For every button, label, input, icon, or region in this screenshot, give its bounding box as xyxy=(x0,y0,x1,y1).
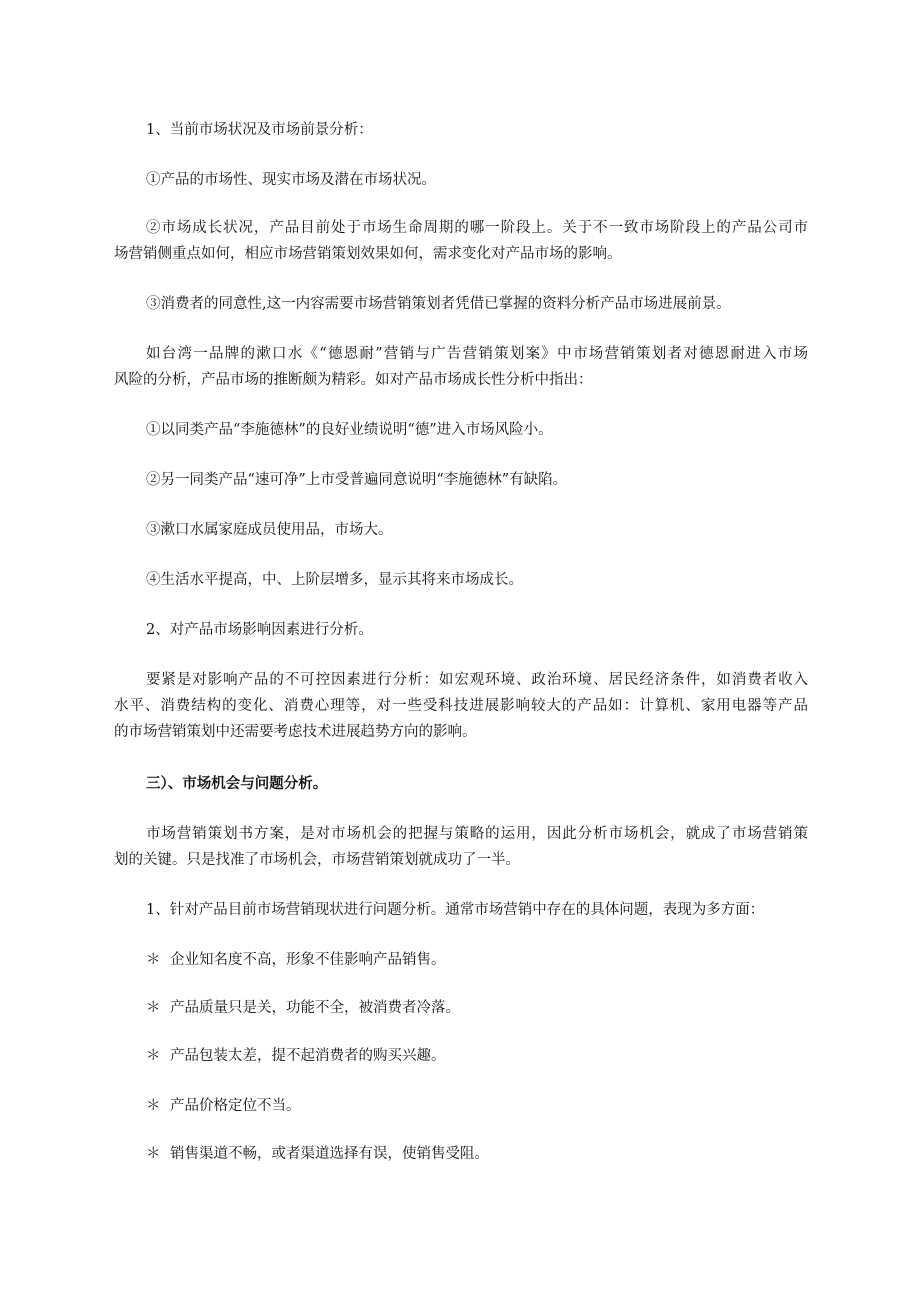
paragraph: 1、当前市场状况及市场前景分析： xyxy=(146,122,373,138)
bullet-item xyxy=(146,998,460,1018)
bullet-text: 产品价格定位不当。 xyxy=(170,1098,301,1114)
paragraph-continuation: 划的关键。只是找准了市场机会，市场营销策划就成功了一半。 xyxy=(114,852,520,868)
bullet-text: 产品包装太差，提不起消费者的购买兴趣。 xyxy=(170,1048,446,1064)
bullet-item xyxy=(146,1096,301,1116)
bullet-item xyxy=(146,1046,446,1066)
bullet-mark: ＊ xyxy=(146,952,161,968)
bullet-mark: ＊ xyxy=(146,1000,161,1016)
paragraph: 1、针对产品目前市场营销现状进行问题分析。通常市场营销中存在的具体问题，表现为多方面： xyxy=(146,902,765,918)
paragraph: ③漱口水属家庭成员使用品，市场大。 xyxy=(146,522,393,538)
bullet-item xyxy=(146,1144,489,1164)
section-heading: 三）、市场机会与问题分析。 xyxy=(146,776,328,792)
bullet-mark: ＊ xyxy=(146,1048,161,1064)
paragraph: ④生活水平提高，中、上阶层增多，显示其将来市场成长。 xyxy=(146,572,523,588)
paragraph: 要紧是对影响产品的不可控因素进行分析：如宏观环境、政治环境、居民经济条件，如消费者收入 xyxy=(146,672,808,688)
bullet-item xyxy=(146,950,446,970)
paragraph: 如台湾一品牌的漱口水《“德恩耐”营销与广告营销策划案》中市场营销策划者对德恩耐进入市场 xyxy=(146,346,808,362)
paragraph-continuation: 风险的分析，产品市场的推断颇为精彩。如对产品市场成长性分析中指出： xyxy=(114,372,593,388)
paragraph: 市场营销策划书方案，是对市场机会的把握与策略的运用，因此分析市场机会，就成了市场营销策 xyxy=(146,826,808,842)
bullet-mark: ＊ xyxy=(146,1098,161,1114)
bullet-mark: ＊ xyxy=(146,1146,161,1162)
paragraph-continuation: 场营销侧重点如何，相应市场营销策划效果如何，需求变化对产品市场的影响。 xyxy=(114,246,622,262)
paragraph: ③消费者的同意性,这一内容需要市场营销策划者凭借已掌握的资料分析产品市场进展前景。 xyxy=(146,296,731,312)
paragraph-continuation: 的市场营销策划中还需要考虑技术进展趋势方向的影响。 xyxy=(114,724,477,740)
bullet-text: 产品质量只是关，功能不全，被消费者冷落。 xyxy=(170,1000,460,1016)
paragraph-continuation: 水平、消费结构的变化、消费心理等，对一些受科技进展影响较大的产品如：计算机、家用电器等产品 xyxy=(114,698,808,714)
paragraph: ①以同类产品“李施德林”的良好业绩说明“德”进入市场风险小。 xyxy=(146,422,553,438)
paragraph: ②市场成长状况，产品目前处于市场生命周期的哪一阶段上。关于不一致市场阶段上的产品公司市 xyxy=(146,220,808,236)
paragraph: ①产品的市场性、现实市场及潜在市场状况。 xyxy=(146,172,436,188)
bullet-text: 企业知名度不高，形象不佳影响产品销售。 xyxy=(170,952,446,968)
paragraph: 2、对产品市场影响因素进行分析。 xyxy=(146,622,373,638)
paragraph: ②另一同类产品“速可净”上市受普遍同意说明“李施德林”有缺陷。 xyxy=(146,472,568,488)
bullet-text: 销售渠道不畅，或者渠道选择有误，使销售受阻。 xyxy=(170,1146,489,1162)
